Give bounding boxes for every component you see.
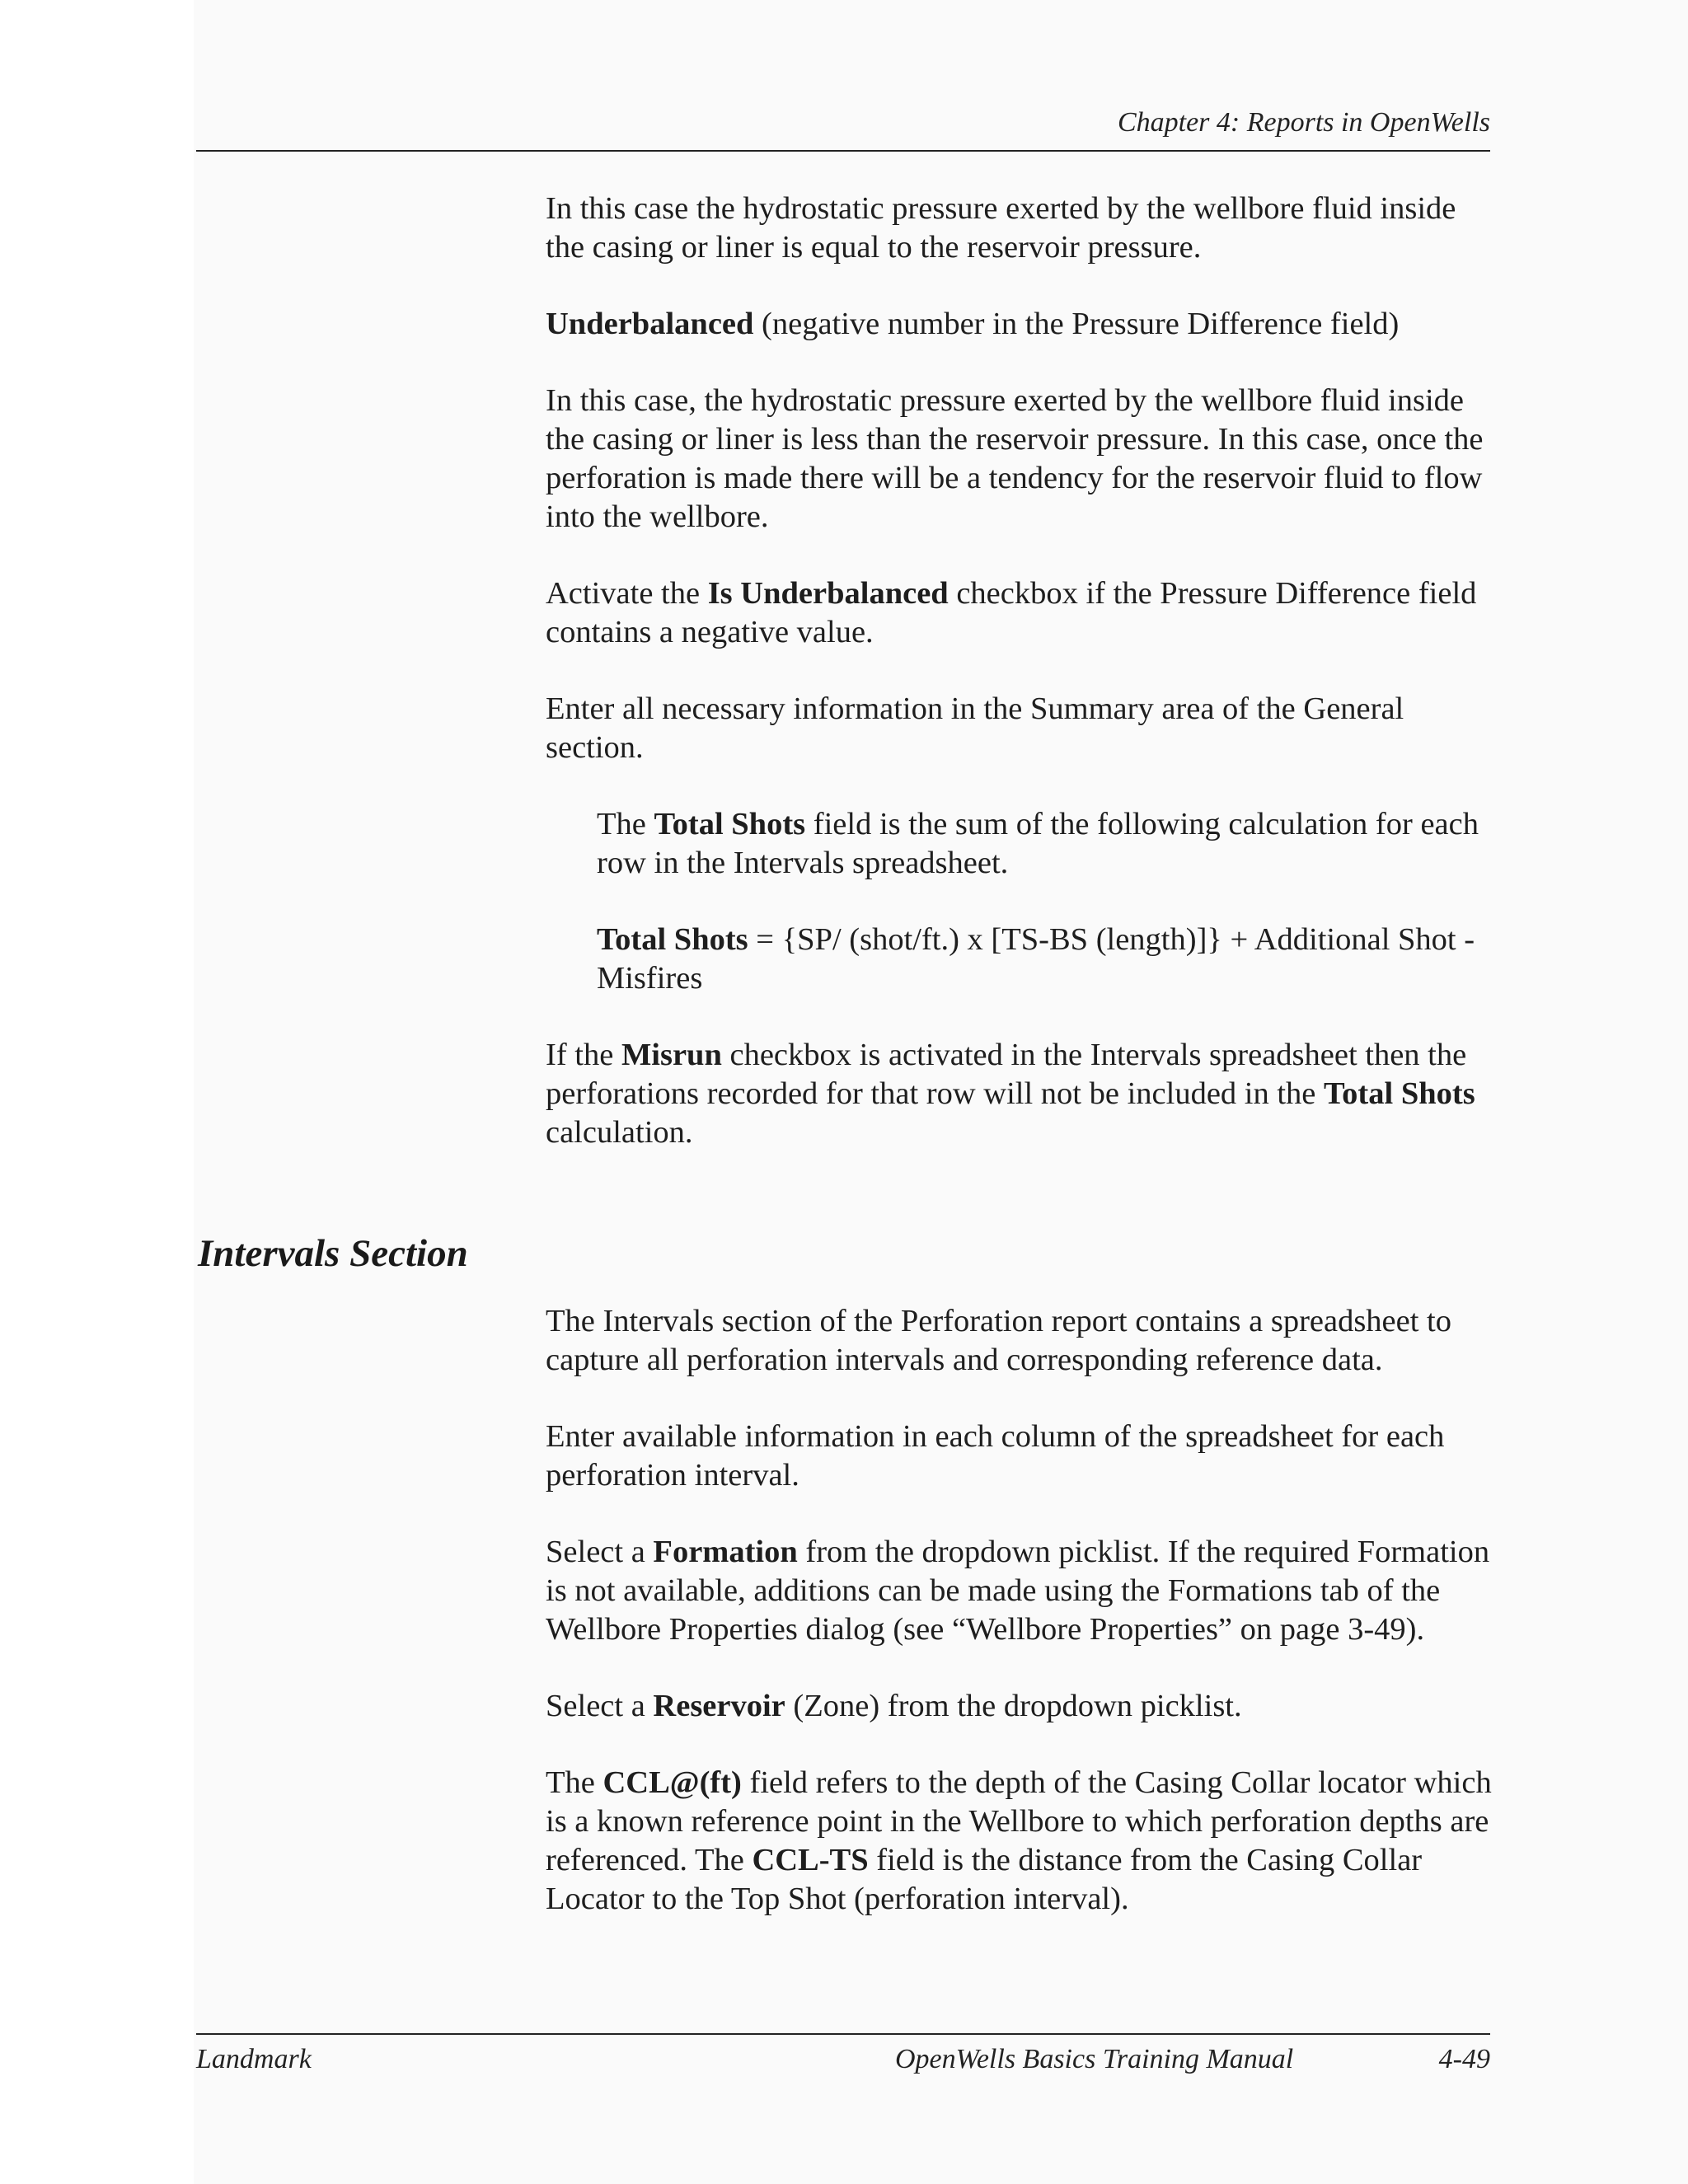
- paragraph-text: (Zone) from the dropdown picklist.: [785, 1689, 1242, 1723]
- section-heading: Intervals Section: [198, 1232, 468, 1275]
- page-number: 4-49: [1438, 2044, 1490, 2074]
- paragraph: [546, 382, 1493, 537]
- paragraph-text: Enter all necessary information in the Summary area of the General section.: [546, 691, 1404, 765]
- formula-text: = {SP/ (shot/ft.) x [TS-BS (length)]} + Additional Shot - Misfires: [597, 922, 1475, 996]
- paragraph-text: The Intervals section of the Perforation report contains a spreadsheet to capture all perforation intervals and corresponding reference data.: [546, 1304, 1451, 1377]
- paragraph-text: Select a: [546, 1689, 654, 1723]
- formula-paragraph: [597, 921, 1493, 998]
- paragraph: [546, 1036, 1493, 1152]
- paragraph: [546, 1302, 1493, 1380]
- paragraph-text: field refers to the depth of the Casing Collar locator which is a known reference point in the Wellbore to which perforation depths are referenced. The: [546, 1765, 1492, 1877]
- term-is-underbalanced: Is Underbalanced: [707, 576, 949, 611]
- paragraph-text: If the: [546, 1038, 621, 1072]
- footer-manual-title: OpenWells Basics Training Manual: [895, 2044, 1294, 2074]
- paragraph-text: Activate the: [546, 576, 708, 611]
- paragraph: [546, 690, 1493, 767]
- paragraph-text: calculation.: [546, 1115, 693, 1150]
- paragraph: [546, 1687, 1493, 1726]
- term-formation: Formation: [653, 1535, 798, 1569]
- paragraph-text: Select a: [546, 1535, 654, 1569]
- indented-paragraph: [597, 805, 1493, 883]
- footer-rule: [196, 2033, 1490, 2035]
- term-total-shots: Total Shots: [597, 922, 748, 957]
- paragraph: [546, 1418, 1493, 1495]
- paragraph: [546, 1533, 1493, 1649]
- paragraph-text: In this case the hydrostatic pressure exerted by the wellbore fluid inside the casing or liner is equal to the reservoir pressure.: [546, 191, 1456, 265]
- term-reservoir: Reservoir: [653, 1689, 785, 1723]
- paragraph-text: The: [546, 1765, 603, 1800]
- paragraph-text: (negative number in the Pressure Difference field): [753, 307, 1400, 341]
- paragraph: [546, 305, 1493, 344]
- paragraph: [546, 574, 1493, 652]
- paragraph-text: The: [597, 807, 654, 841]
- term-ccl-ft: CCL@(ft): [603, 1765, 742, 1800]
- lower-body: [546, 1302, 1493, 1957]
- paragraph-text: from the dropdown picklist. If the required Formation is not available, additions can be made using the Formations tab of the Wellbore Properties dialog (see “Wellbore Properties” on page 3-49).: [546, 1535, 1490, 1647]
- term-ccl-ts: CCL-TS: [752, 1843, 869, 1877]
- upper-body: [546, 190, 1493, 1190]
- paragraph: [546, 1764, 1493, 1919]
- running-header: Chapter 4: Reports in OpenWells: [1117, 107, 1490, 138]
- paragraph-text: checkbox is activated in the Intervals spreadsheet then the perforations recorded for that row will not be included in the: [546, 1038, 1467, 1111]
- term-total-shots: Total Shots: [1324, 1076, 1475, 1111]
- paragraph-text: checkbox if the Pressure Difference field contains a negative value.: [546, 576, 1477, 649]
- term-underbalanced: Underbalanced: [546, 307, 754, 341]
- paragraph: [546, 190, 1493, 267]
- paragraph-text: In this case, the hydrostatic pressure exerted by the wellbore fluid inside the casing or liner is less than the reservoir pressure. In this case, once the perforation is made there will be a tendency for the reservoir fluid to flow into the wellbore.: [546, 383, 1484, 534]
- paragraph-text: field is the distance from the Casing Collar Locator to the Top Shot (perforation interval).: [546, 1843, 1423, 1916]
- footer-publisher: Landmark: [196, 2044, 312, 2074]
- paragraph-text: Enter available information in each column of the spreadsheet for each perforation interval.: [546, 1419, 1445, 1493]
- paragraph-text: field is the sum of the following calculation for each row in the Intervals spreadsheet.: [597, 807, 1479, 880]
- header-rule: [196, 150, 1490, 152]
- term-misrun: Misrun: [621, 1038, 722, 1072]
- term-total-shots: Total Shots: [654, 807, 806, 841]
